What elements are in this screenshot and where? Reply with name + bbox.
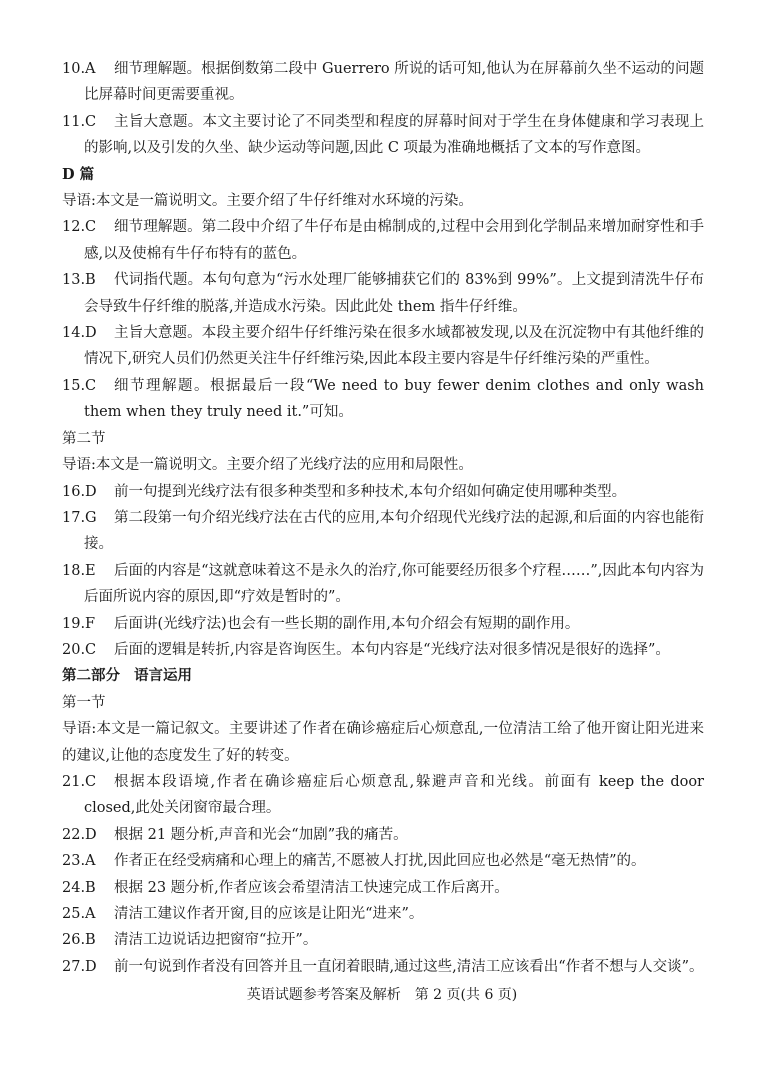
answer-item-13 [62, 267, 704, 320]
section-heading-part1-2: 第二节 [62, 430, 106, 447]
answer-number: 21.C [62, 773, 97, 790]
answer-explanation: 主旨大意题。本段主要介绍牛仔纤维污染在很多水域都被发现,以及在沉淀物中有其他纤维的情况下,研究人员们仍然更关注牛仔纤维污染,因此本段主要内容是牛仔纤维污染的严重性。 [84, 325, 704, 368]
guide-text-d: 导语:本文是一篇说明文。主要介绍了牛仔纤维对水环境的污染。 [62, 193, 473, 210]
answer-item-12 [62, 214, 704, 267]
part-heading-title: 语言运用 [134, 667, 192, 685]
section-heading-part2-1: 第一节 [62, 694, 106, 711]
answer-item-19 [62, 611, 704, 637]
answer-number: 27.D [62, 958, 97, 975]
answer-item-23 [62, 848, 704, 874]
part-heading [62, 663, 704, 689]
page-footer: 英语试题参考答案及解析 第 2 页(共 6 页) [246, 987, 518, 1003]
answer-number: 22.D [62, 826, 97, 843]
answer-explanation: 前一句说到作者没有回答并且一直闭着眼睛,通过这些,清洁工应该看出“作者不想与人交谈”。 [114, 958, 704, 975]
answer-explanation: 后面的内容是“这就意味着这不是永久的治疗,你可能要经历很多个疗程……”,因此本句内容为后面所说内容的原因,即“疗效是暂时的”。 [84, 562, 704, 606]
answer-item-14 [62, 320, 704, 373]
answer-explanation: 根据本段语境,作者在确诊癌症后心烦意乱,躲避声音和光线。前面有 keep the door closed,此处关闭窗帘最合理。 [84, 773, 704, 817]
answer-explanation: 后面讲(光线疗法)也会有一些长期的副作用,本句介绍会有短期的副作用。 [114, 615, 580, 632]
answer-item-17 [62, 505, 704, 558]
answer-number: 19.F [62, 615, 96, 632]
answer-explanation: 细节理解题。第二段中介绍了牛仔布是由棉制成的,过程中会用到化学制品来增加耐穿性和手感,以及使棉有牛仔布特有的蓝色。 [84, 219, 704, 262]
answer-number: 25.A [62, 906, 96, 922]
answer-number: 15.C [62, 377, 97, 394]
answer-item-26 [62, 927, 704, 953]
answer-explanation: 作者正在经受病痛和心理上的痛苦,不愿被人打扰,因此回应也必然是“毫无热情”的。 [114, 853, 646, 870]
answer-item-22 [62, 822, 704, 848]
section-heading-d: D 篇 [62, 165, 95, 183]
answer-number: 24.B [62, 879, 96, 896]
answer-number: 16.D [62, 483, 97, 500]
answer-explanation: 根据 23 题分析,作者应该会希望清洁工快速完成工作后离开。 [114, 879, 509, 896]
answer-item-18 [62, 558, 704, 611]
answer-number: 11.C [62, 113, 97, 130]
answer-item-15 [62, 373, 704, 426]
answer-number: 26.B [62, 932, 96, 949]
answer-item-10 [62, 56, 704, 109]
guide-text-part1-2: 导语:本文是一篇说明文。主要介绍了光线疗法的应用和局限性。 [62, 457, 473, 474]
answer-explanation: 根据 21 题分析,声音和光会“加剧”我的痛苦。 [114, 826, 408, 843]
answer-number: 20.C [62, 641, 97, 658]
answer-explanation: 细节理解题。根据倒数第二段中 Guerrero 所说的话可知,他认为在屏幕前久坐不运动的问题比屏幕时间更需要重视。 [84, 61, 704, 104]
answer-explanation: 代词指代题。本句句意为“污水处理厂能够捕获它们的 83%到 99%”。上文提到清洗牛仔布会导致牛仔纤维的脱落,并造成水污染。因此此处 them 指牛仔纤维。 [84, 272, 704, 315]
answer-item-11 [62, 109, 704, 162]
answer-explanation: 第二段第一句介绍光线疗法在古代的应用,本句介绍现代光线疗法的起源,和后面的内容也能衔接。 [84, 509, 704, 553]
answer-item-24 [62, 875, 704, 901]
answer-explanation: 主旨大意题。本文主要讨论了不同类型和程度的屏幕时间对于学生在身体健康和学习表现上的影响,以及引发的久坐、缺少运动等问题,因此 C 项最为准确地概括了文本的写作意图。 [84, 113, 704, 157]
answer-number: 18.E [62, 562, 96, 579]
answer-explanation: 细节理解题。根据最后一段“We need to buy fewer denim clothes and only wash them when they truly need it.”可知。 [84, 377, 704, 421]
answer-item-21 [62, 769, 704, 822]
part-heading-number: 第二部分 [62, 667, 120, 685]
answer-number: 17.G [62, 509, 97, 526]
answer-number: 13.B [62, 272, 96, 289]
answer-number: 10.A [62, 61, 96, 77]
guide-text-part2-1: 导语:本文是一篇记叙文。主要讲述了作者在确诊癌症后心烦意乱,一位清洁工给了他开窗让阳光进来的建议,让他的态度发生了好的转变。 [62, 721, 704, 764]
answer-explanation: 后面的逻辑是转折,内容是咨询医生。本句内容是“光线疗法对很多情况是很好的选择”。 [114, 641, 670, 658]
answer-item-16 [62, 479, 704, 505]
answer-explanation: 前一句提到光线疗法有很多种类型和多种技术,本句介绍如何确定使用哪种类型。 [114, 483, 627, 500]
answer-item-27 [62, 954, 704, 980]
answer-explanation: 清洁工边说话边把窗帘“拉开”。 [114, 932, 318, 949]
answer-number: 12.C [62, 219, 97, 236]
answer-number: 23.A [62, 853, 96, 870]
answer-item-20 [62, 637, 704, 663]
answer-number: 14.D [62, 325, 97, 342]
answer-item-25 [62, 901, 704, 927]
answer-explanation: 清洁工建议作者开窗,目的应该是让阳光“进来”。 [114, 906, 424, 922]
